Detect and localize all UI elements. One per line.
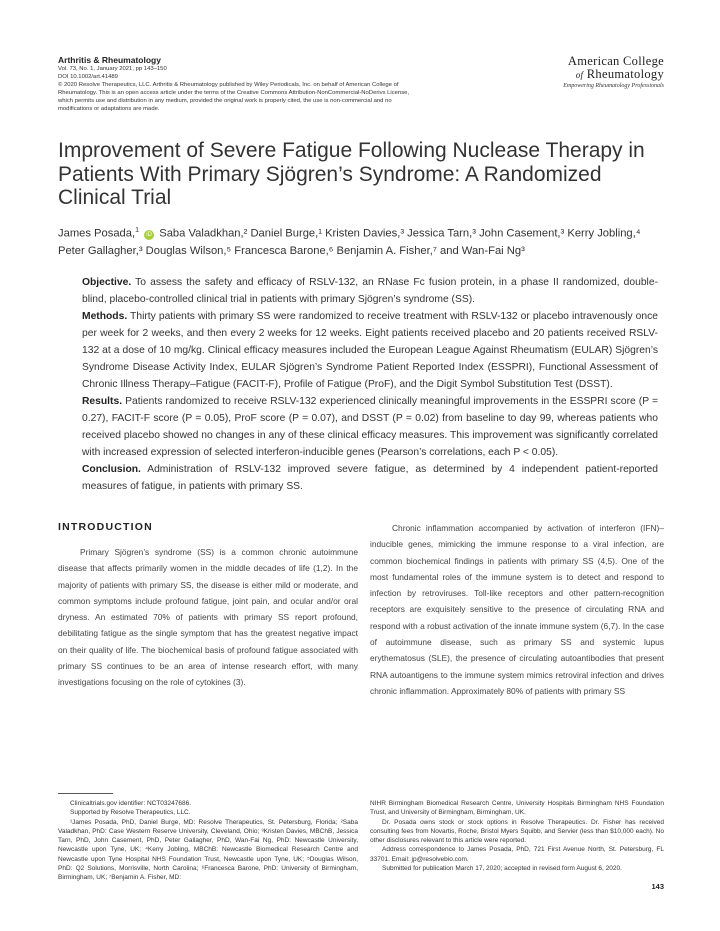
footnote-affiliation-cont: NIHR Birmingham Biomedical Research Centre, University Hospitals Birmingham NHS Foundation Trust, and University of Birmingham, Birmingham, UK. bbox=[370, 800, 664, 817]
journal-copyright-line: which permits use and distribution in any medium, provided the original work is properly cited, the use is non-commercial and no bbox=[58, 97, 392, 104]
abstract bbox=[82, 274, 658, 495]
footnotes-left bbox=[58, 799, 358, 883]
page-number: 143 bbox=[651, 882, 664, 891]
introduction-heading: INTRODUCTION bbox=[58, 521, 153, 533]
body-column-left bbox=[58, 544, 358, 691]
abstract-conclusion bbox=[82, 461, 658, 495]
intro-paragraph-1: Primary Sjögren’s syndrome (SS) is a common chronic autoimmune disease that affects primarily women in the middle decades of life (1,2). In the majority of patients with primary SS, the disease is either mild or moderate, and common symptoms include profound fatigue, joint pain, and ocular and/or oral dryness. An estimated 70% of patients with primary SS report profound, debilitating fatigue as the single symptom that has the greatest negative impact on their quality of life. The biochemical basis of profound fatigue associated with primary SS continues to be an area of intense research effort, with many investigations focusing on the role of cytokines (3). bbox=[58, 547, 358, 688]
conclusion-text: Administration of RSLV-132 improved severe fatigue, as determined by 4 independent patient-reported measures of fatigue, in patients with primary SS. bbox=[82, 464, 658, 492]
intro-paragraph-2: Chronic inflammation accompanied by activation of interferon (IFN)–inducible genes, mimicking the immune response to a viral infection, are common biochemical findings in patients with primary SS (4,5). One of the most fundamental roles of the immune system is to detect and respond to infection by retroviruses. Toll-like receptors and other pattern-recognition receptors are exquisitely sensitive to the presence of circulating RNA and respond with a robust activation of the innate immune system (6,7). In the case of autoimmune disease, such as primary SS and systemic lupus erythematosus (SLE), the presence of circulating autoantibodies that present RNA autoantigens to the immune system mimics retroviral infection and drives chronic inflammation. Approximately 80% of patients with primary SS bbox=[370, 523, 664, 696]
methods-label: Methods. bbox=[82, 311, 128, 322]
journal-name: Arthritis & Rheumatology bbox=[58, 55, 161, 65]
results-text: Patients randomized to receive RSLV-132 experienced clinically meaningful improvements in the ESSPRI score (P = 0.27), FACIT-F score (P = 0.05), ProF score (P = 0.07), and DSST (P = 0.02) from baseline to day 99, whereas patients who received placebo showed no changes in any of these clinical efficacy measures. This improvement was significantly correlated with increased expression of selected interferon-inducible genes (Pearson’s correlations, each P < 0.05). bbox=[82, 396, 658, 458]
other-authors: Saba Valadkhan,² Daniel Burge,¹ Kristen Davies,³ Jessica Tarn,³ John Casement,³ Kerry Jobling,⁴ Peter Gallagher,³ Douglas Wilson,⁵ Francesca Barone,⁶ Benjamin A. Fisher,⁷ and Wan-Fai Ng³ bbox=[58, 227, 641, 258]
abstract-methods bbox=[82, 308, 658, 393]
logo-line2 bbox=[534, 68, 664, 82]
article-title: Improvement of Severe Fatigue Following Nuclease Therapy in Patients With Primary Sjögren’s Syndrome: A Randomized Clinical Trial bbox=[58, 139, 645, 209]
footnotes-right bbox=[370, 799, 664, 873]
orcid-icon[interactable]: iD bbox=[144, 230, 154, 240]
abstract-results bbox=[82, 393, 658, 461]
first-author: James Posada, bbox=[58, 227, 136, 240]
logo-tagline: Empowering Rheumatology Professionals bbox=[563, 83, 664, 89]
footnote-disclosures: Dr. Posada owns stock or stock options in Resolve Therapeutics. Dr. Fisher has received consulting fees from Novartis, Roche, Bristol Myers Squibb, and Servier (less than $10,000 each). No other disclosures relevant to this article were reported. bbox=[370, 818, 664, 845]
body-column-right bbox=[370, 520, 664, 699]
journal-doi: DOI 10.1002/art.41489 bbox=[58, 73, 118, 80]
footnote-divider bbox=[58, 793, 113, 794]
journal-copyright-line: © 2020 Resolve Therapeutics, LLC. Arthritis & Rheumatology published by Wiley Periodicals, Inc. on behalf of American College of bbox=[58, 81, 399, 88]
footnote-submission: Submitted for publication March 17, 2020; accepted in revised form August 6, 2020. bbox=[382, 865, 622, 873]
acr-logo bbox=[534, 55, 664, 91]
journal-copyright-line: modifications or adaptations are made. bbox=[58, 105, 160, 112]
journal-header bbox=[58, 55, 508, 113]
logo-of: of bbox=[575, 70, 584, 80]
conclusion-label: Conclusion. bbox=[82, 464, 141, 475]
footnote-correspondence: Address correspondence to James Posada, PhD, 721 First Avenue North, St. Petersburg, FL 33701. Email: jp@resolvebio.com. bbox=[370, 846, 664, 863]
footnote-support: Supported by Resolve Therapeutics, LLC. bbox=[70, 809, 191, 817]
logo-line2-text: Rheumatology bbox=[586, 67, 664, 81]
logo-line1: American College bbox=[567, 54, 664, 68]
journal-copyright-line: Rheumatology. This is an open access article under the terms of the Creative Commons Attribution-NonCommercial-NoDerivs License, bbox=[58, 89, 410, 96]
results-label: Results. bbox=[82, 396, 123, 407]
footnote-affiliations: ¹James Posada, PhD, Daniel Burge, MD: Resolve Therapeutics, St. Petersburg, Florida; ²Saba Valadkhan, PhD: Case Western Reserve University, Cleveland, Ohio; ³Kristen Davies, MBChB, Jessica Tarn, PhD, John Casement, PhD, Peter Gallagher, PhD, Wan-Fai Ng, PhD: Newcastle University, Newcastle upon Tyne, UK; ⁴Kerry Jobling, MBChB: Newcastle Biomedical Research Centre and Newcastle upon Tyne Hospital NHS Foundation Trust, Newcastle upon Tyne, UK; ⁵Douglas Wilson, PhD: Q2 Solutions, Morrisville, North Carolina; ⁶Francesca Barone, PhD: University of Birmingham, Birmingham, UK; ⁷Benjamin A. Fisher, MD: bbox=[58, 818, 358, 882]
objective-text: To assess the safety and efficacy of RSLV-132, an RNase Fc fusion protein, in a phase II randomized, double-blind, placebo-controlled clinical trial in patients with primary Sjögren’s syndrome (SS). bbox=[82, 277, 658, 305]
first-author-affiliation: 1 bbox=[135, 227, 140, 234]
author-list bbox=[58, 222, 668, 261]
objective-label: Objective. bbox=[82, 277, 132, 288]
abstract-objective bbox=[82, 274, 658, 308]
methods-text: Thirty patients with primary SS were randomized to receive treatment with RSLV-132 or placebo intravenously once per week for 2 weeks, and then every 2 weeks for 12 weeks. Eight patients received placebo and 20 patients received RSLV-132 at a dose of 10 mg/kg. Clinical efficacy measures included the European League Against Rheumatism (EULAR) Sjögren’s Syndrome Disease Activity Index, EULAR Sjögren’s Syndrome Patient Reported Index (ESSPRI), Functional Assessment of Chronic Illness Therapy–Fatigue (FACIT-F), Profile of Fatigue (ProF), and the Digit Symbol Substitution Test (DSST). bbox=[82, 311, 658, 390]
footnote-trial-id: Clinicaltrials.gov identifier: NCT03247686. bbox=[70, 800, 192, 807]
journal-volume: Vol. 73, No. 1, January 2021, pp 143–150 bbox=[58, 66, 167, 72]
